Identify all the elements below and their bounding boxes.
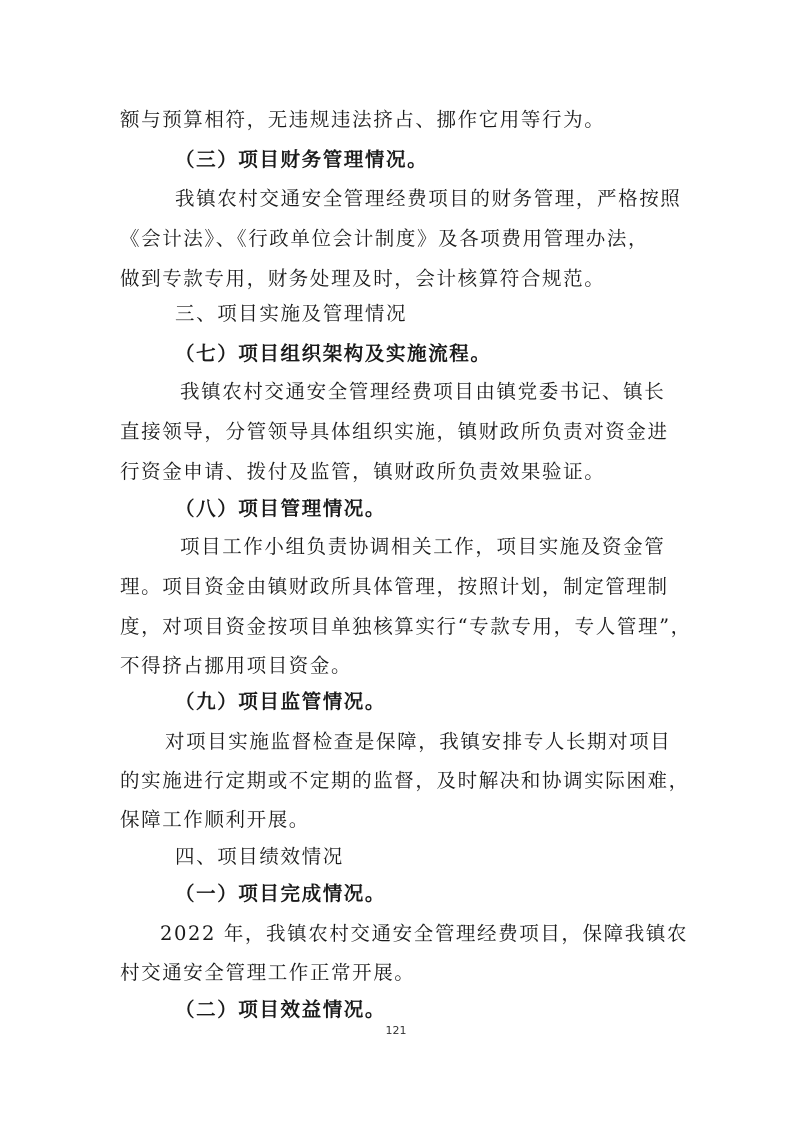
paragraph-line: 三、项目实施及管理情况 — [175, 302, 408, 325]
paragraph-line: 不得挤占挪用项目资金。 — [120, 654, 353, 677]
paragraph-line: 行资金申请、拨付及监管，镇财政所负责效果验证。 — [120, 460, 606, 483]
paragraph-line: 四、项目绩效情况 — [175, 845, 344, 868]
section-heading: （九）项目监管情况。 — [175, 690, 387, 713]
section-heading: （三）项目财务管理情况。 — [175, 148, 429, 171]
paragraph-line: 理。项目资金由镇财政所具体管理，按照计划，制定管理制 — [120, 575, 669, 598]
paragraph-line: 2022 年，我镇农村交通安全管理经费项目，保障我镇农 — [160, 922, 689, 945]
section-heading: （八）项目管理情况。 — [175, 497, 387, 520]
section-heading: （二）项目效益情况。 — [175, 998, 387, 1021]
paragraph-line: 我镇农村交通安全管理经费项目的财务管理，严格按照 — [175, 187, 682, 210]
paragraph-line: 保障工作顺利开展。 — [120, 808, 310, 831]
paragraph-line: 做到专款专用，财务处理及时，会计核算符合规范。 — [120, 267, 606, 290]
paragraph-line: 度，对项目资金按项目单独核算实行“专款专用，专人管理”， — [120, 615, 692, 638]
paragraph-line: 我镇农村交通安全管理经费项目由镇党委书记、镇长 — [180, 380, 666, 403]
paragraph-line: 项目工作小组负责协调相关工作，项目实施及资金管 — [180, 535, 666, 558]
section-heading: （一）项目完成情况。 — [175, 882, 387, 905]
paragraph-line: 的实施进行定期或不定期的监督，及时解决和协调实际困难， — [120, 769, 690, 792]
paragraph-line: 《会计法》、《行政单位会计制度》及各项费用管理办法， — [120, 227, 650, 250]
paragraph-line: 额与预算相符，无违规违法挤占、挪作它用等行为。 — [120, 108, 606, 131]
page-number: 121 — [385, 1024, 407, 1037]
section-heading: （七）项目组织架构及实施流程。 — [175, 342, 492, 365]
paragraph-line: 对项目实施监督检查是保障，我镇安排专人长期对项目 — [165, 730, 672, 753]
paragraph-line: 村交通安全管理工作正常开展。 — [120, 961, 416, 984]
paragraph-line: 直接领导，分管领导具体组织实施，镇财政所负责对资金进 — [120, 420, 669, 443]
